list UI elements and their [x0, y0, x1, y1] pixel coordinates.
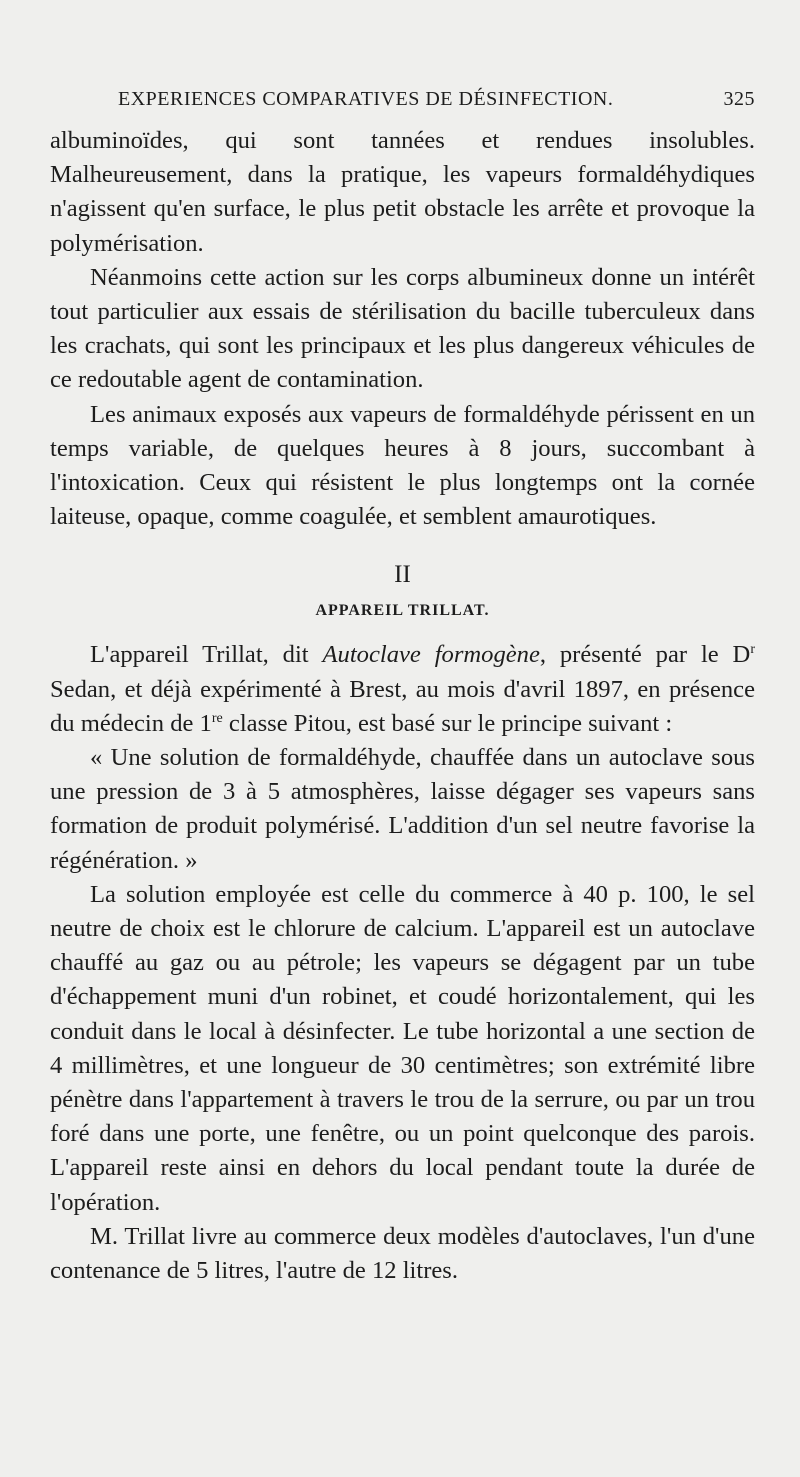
paragraph-7: M. Trillat livre au commerce deux modèles d'autoclaves, l'un d'une contenance de 5 litres, l'autre de 12 litres. — [50, 1222, 755, 1285]
section-title: APPAREIL TRILLAT. — [315, 602, 490, 620]
paragraph-4-text-a: L'appareil Trillat, dit — [90, 641, 323, 669]
paragraph-4-text-b: , présenté par le D — [539, 641, 751, 669]
paragraph-6: La solution employée est celle du commerce à 40 p. 100, le sel neutre de choix est le chlorure de calcium. L'appareil est un autoclave chauffé au gaz ou au pétrole; les vapeurs se dégagent par un tube d'échappement muni d'un robinet, et coudé horizontalement, qui les conduit dans le local à désinfecter. Le tube horizontal a une section de 4 millimètres, et une longueur de 30 centimètres; son extrémité libre pénètre dans l'appartement à travers le trou de la serrure, ou par un trou foré dans une porte, une fenêtre, ou un point quelconque des parois. L'appareil reste ainsi en dehors du local pendant toute la durée de l'opération. — [50, 880, 755, 1216]
paragraph-4-text-d: classe Pitou, est basé sur le principe suivant : — [222, 709, 673, 737]
superscript-re: re — [211, 710, 223, 726]
paragraph-2: Néanmoins cette action sur les corps albumineux donne un intérêt tout particulier aux essais de stérilisation du bacille tuberculeux dans les crachats, qui sont les principaux et les plus dangereux véhicules de ce redoutable agent de contamination. — [50, 263, 755, 394]
paragraph-4-italic-term: Autoclave formogène — [322, 641, 540, 669]
running-title: EXPERIENCES COMPARATIVES DE DÉSINFECTION. — [118, 88, 614, 110]
running-head — [118, 88, 755, 118]
paragraph-3: Les animaux exposés aux vapeurs de formaldéhyde périssent en un temps variable, de quelques heures à 8 jours, succombant à l'intoxication. Ceux qui résistent le plus longtemps ont la cornée laiteuse, opaque, comme coagulée, et semblent amaurotiques. — [50, 400, 755, 531]
paragraph-1: albuminoïdes, qui sont tannées et rendues insolubles. Malheureusement, dans la pratique, les vapeurs formaldéhydiques n'agissent qu'en surface, le plus petit obstacle les arrête et provoque la polymérisation. — [50, 127, 755, 257]
section-number: II — [394, 561, 411, 589]
paragraph-4-text-c: Sedan, et déjà expérimenté à Brest, au mois d'avril 1897, en présence du médecin de 1 — [50, 675, 755, 737]
paragraph-5-quote: « Une solution de formaldéhyde, chauffée dans un autoclave sous une pression de 3 à 5 atmosphères, laisse dégager ses vapeurs sans formation de produit polymérisé. L'addition d'un sel neutre favorise la régénération. » — [50, 744, 755, 874]
body-text — [50, 124, 755, 1288]
page-number: 325 — [723, 88, 755, 110]
paragraph-4 — [50, 638, 755, 741]
superscript-r: r — [750, 642, 755, 658]
